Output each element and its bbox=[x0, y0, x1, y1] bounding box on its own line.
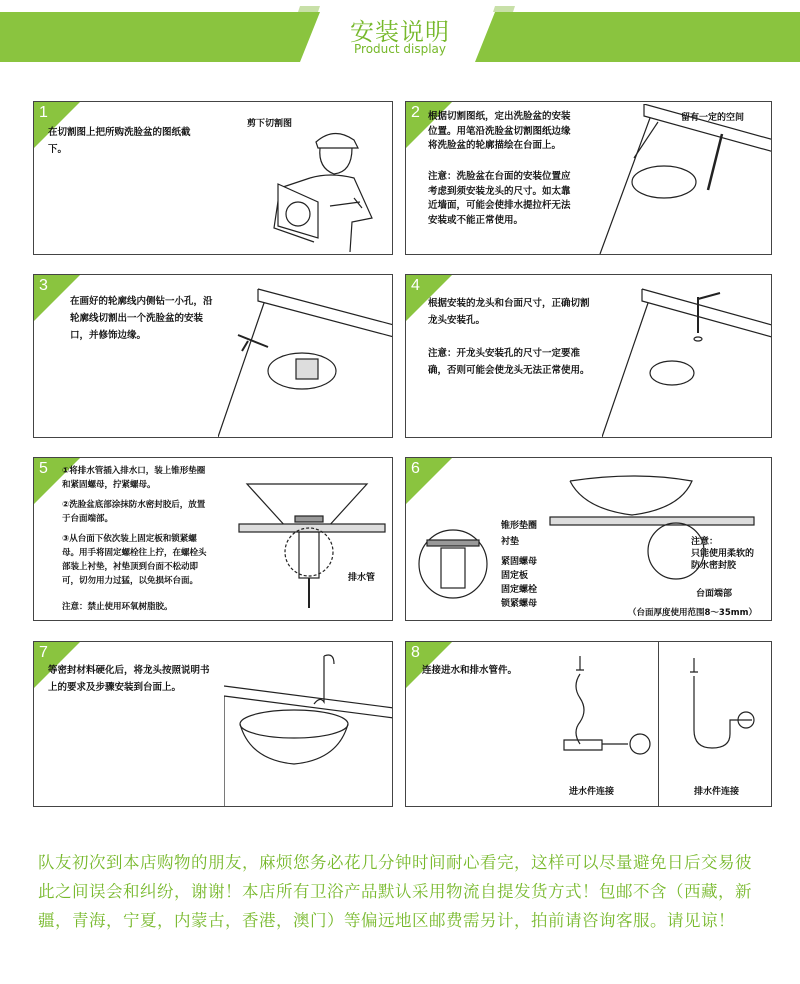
step-number: 7 bbox=[39, 644, 48, 661]
step-6-label-note: 注意： bbox=[691, 537, 719, 547]
step-number: 1 bbox=[39, 104, 48, 121]
step-8-label-outlet: 排水件连接 bbox=[694, 787, 740, 797]
header-banner bbox=[0, 0, 800, 62]
step-6-label-gasket: 衬垫 bbox=[501, 537, 520, 547]
worker-illustration bbox=[234, 122, 384, 252]
step-6-label-tighten-nut: 紧固螺母 bbox=[501, 557, 538, 567]
step-1-panel bbox=[33, 101, 393, 255]
step-8-text: 连接进水和排水管件。 bbox=[422, 665, 518, 676]
step-7-panel bbox=[33, 641, 393, 807]
step-number: 6 bbox=[411, 460, 420, 477]
step-number: 2 bbox=[411, 104, 420, 121]
step-1-label-cut: 剪下切割图 bbox=[247, 119, 293, 129]
step-8-panel bbox=[405, 641, 772, 807]
step-3-text: 在画好的轮廓线内侧钻一小孔，沿轮廓线切割出一个洗脸盆的安装口，并修饰边缘。 bbox=[70, 296, 213, 341]
drain-outlet-illustration bbox=[668, 652, 768, 772]
water-inlet-illustration bbox=[544, 652, 654, 772]
step-2-label-space: 留有一定的空间 bbox=[681, 113, 745, 123]
step-6-label-counter-end: 台面端部 bbox=[696, 589, 733, 599]
drain-install-illustration bbox=[233, 462, 393, 612]
step-6-label-lock-nut: 锁紧螺母 bbox=[501, 599, 538, 609]
step-5-label-drain-pipe: 排水管 bbox=[348, 573, 376, 583]
step-3-panel bbox=[33, 274, 393, 438]
page-title: 安装说明 bbox=[350, 18, 450, 46]
step-6-label-fix-bolt: 固定螺栓 bbox=[501, 585, 538, 595]
step-number: 4 bbox=[411, 277, 420, 294]
page-subtitle: Product display bbox=[354, 42, 446, 56]
step-8-label-inlet: 进水件连接 bbox=[569, 787, 615, 797]
step-1-text: 在切割图上把所购洗脸盆的图纸截下。 bbox=[48, 127, 191, 155]
step-6-label-fix-plate: 固定板 bbox=[501, 571, 529, 581]
countertop-outline-illustration bbox=[594, 104, 772, 254]
drill-cutting-illustration bbox=[218, 277, 393, 437]
step-8-divider bbox=[658, 642, 659, 807]
sealant-section-illustration bbox=[510, 465, 770, 585]
step-2-panel bbox=[405, 101, 772, 255]
step-4-note: 注意：开龙头安装孔的尺寸一定要准确，否则可能会使龙头无法正常使用。 bbox=[428, 348, 590, 376]
step-5-note: 注意：禁止使用环氧树脂胶。 bbox=[62, 602, 173, 612]
basin-faucet-illustration bbox=[224, 642, 393, 806]
step-7-text: 等密封材料硬化后，将龙头按照说明书上的要求及步骤安装到台面上。 bbox=[48, 665, 210, 693]
step-5-item-3: ③从台面下依次装上固定板和锁紧螺母。用手将固定螺栓往上拧，在螺栓头部装上衬垫，衬垫顶到台面不松动即可，切勿用力过猛，以免损坏台面。 bbox=[62, 534, 207, 586]
step-number: 3 bbox=[39, 277, 48, 294]
faucet-hole-illustration bbox=[602, 277, 772, 437]
step-6-label-cone-washer: 锥形垫圈 bbox=[501, 521, 538, 531]
step-6-label-thickness-range: （台面厚度使用范围8～35mm） bbox=[628, 608, 757, 618]
drain-detail-illustration bbox=[405, 520, 495, 600]
shop-notice: 队友初次到本店购物的朋友，麻烦您务必花几分钟时间耐心看完，这样可以尽量避免日后交易彼此之间误会和纠纷，谢谢！本店所有卫浴产品默认采用物流自提发货方式！包邮不含（西藏，新疆，青海，宁夏，内蒙古，香港，澳门）等偏远地区邮费需另计，拍前请咨询客服。请见谅！ bbox=[38, 853, 752, 930]
step-5-item-2: ②洗脸盆底部涂抹防水密封胶后，放置于台面端部。 bbox=[62, 500, 206, 524]
step-5-item-1: ①将排水管插入排水口，装上锥形垫圈和紧固螺母，拧紧螺母。 bbox=[62, 466, 206, 490]
step-number: 8 bbox=[411, 644, 420, 661]
step-4-panel bbox=[405, 274, 772, 438]
step-4-text: 根据安装的龙头和台面尺寸，正确切割龙头安装孔。 bbox=[428, 298, 590, 326]
step-2-note: 注意：洗脸盆在台面的安装位置应考虑到须安装龙头的尺寸。如太靠近墙面，可能会使排水提拉杆无法安装或不能正常使用。 bbox=[428, 171, 571, 226]
step-number: 5 bbox=[39, 460, 48, 477]
step-2-text: 根据切割图纸，定出洗脸盆的安装位置。用笔沿洗脸盆切割图纸边缘将洗脸盆的轮廓描绘在台面上。 bbox=[428, 111, 571, 151]
step-6-label-soft-sealant: 只能使用柔软的 bbox=[691, 549, 755, 559]
step-6-label-waterproof-sealant: 防水密封胶 bbox=[691, 561, 737, 571]
